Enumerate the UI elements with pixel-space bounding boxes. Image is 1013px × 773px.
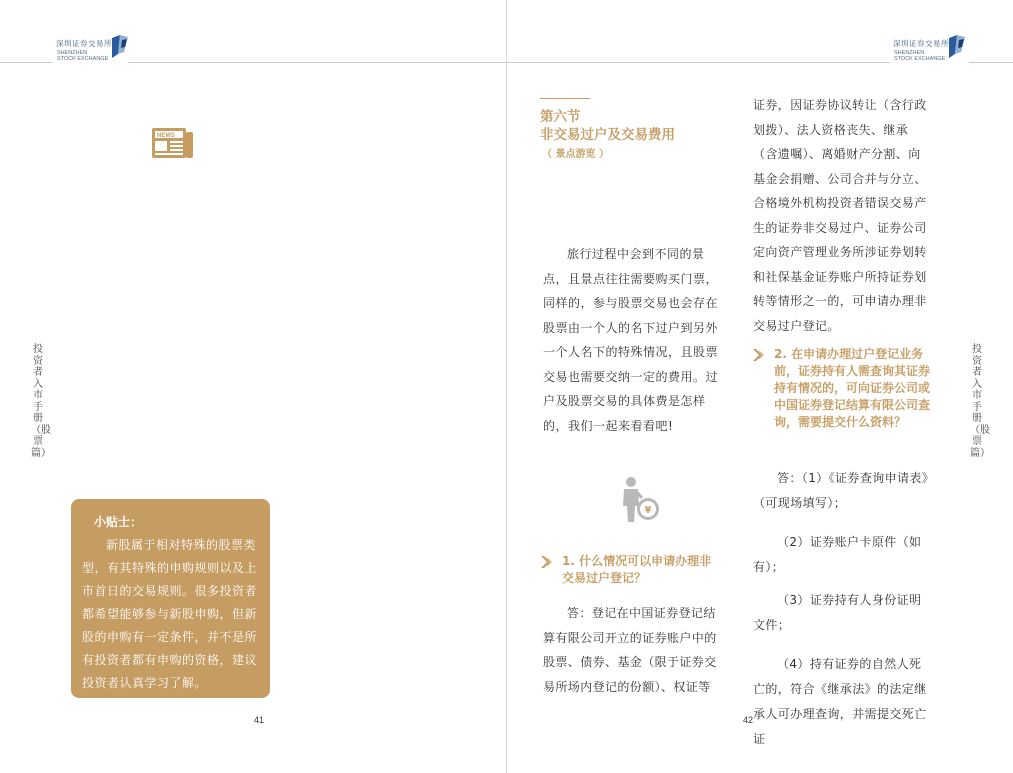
svg-text:¥: ¥ (644, 505, 652, 516)
chevron-right-icon (540, 555, 554, 569)
newspaper-icon (152, 126, 194, 160)
logo-en-text (894, 50, 945, 62)
logo-cn-text: 深圳证券交易所 (893, 39, 949, 48)
logo-emblem-icon (945, 34, 967, 60)
tip-title: 小贴士： (94, 515, 143, 529)
logo-en-line2: STOCK EXCHANGE (894, 56, 946, 62)
header-rule (507, 62, 890, 63)
page-number: 41 (254, 715, 265, 725)
left-page (0, 0, 506, 773)
answer-2 (753, 466, 933, 766)
question-1-text: 1. 什么情况可以申请办理非交易过户登记？ (562, 554, 712, 585)
section-subtitle: （ 景点游览 ） (542, 149, 609, 160)
answer-1-continued: 证券，因证券协议转让（含行政划拨）、法人资格丧失、继承（含遗嘱）、离婚财产分割、向基金会捐赠、公司合并与分立、合格境外机构投资者错误交易产生的证券非交易过户、证券公司定向资产管理业务所涉证券划转和社保基金证券账户所持证券划转等情形之一的，可申请办理非交易过户登记。 (753, 98, 927, 333)
answer-1 (543, 601, 719, 699)
chevron-right-icon (752, 348, 766, 362)
tip-box (71, 499, 270, 698)
logo-en-line2: STOCK EXCHANGE (57, 56, 109, 62)
answer-1-text: 答：登记在中国证券登记结算有限公司开立的证券账户中的股票、债券、基金（限于证券交易所场内登记的份额）、权证等 (543, 606, 717, 694)
logo-en-line1: SHENZHEN (894, 50, 925, 56)
section-heading: 非交易过户及交易费用 (540, 127, 675, 143)
question-2-text: 2. 在申请办理过户登记业务前，证券持有人需查询其证券持有情况的，可向证券公司或中国证券登记结算有限公司查询，需要提交什么资料？ (774, 347, 931, 429)
side-book-title: 投资者入市手册（股票篇） (31, 344, 51, 459)
answer-2-item: 答：（1）《证券查询申请表》（可现场填写）； (753, 471, 929, 510)
section-number: 第六节 (540, 109, 581, 125)
answer-2-item: （4）持有证券的自然人死亡的，符合《继承法》的法定继承人可办理查询，并需提交死亡证 (753, 657, 927, 746)
answer-2-item: （3）证券持有人身份证明文件； (753, 593, 922, 632)
question-1 (540, 553, 720, 587)
header-rule (0, 62, 52, 63)
header-rule (128, 62, 506, 63)
side-book-title: 投资者入市手册（股票篇） (970, 344, 990, 459)
logo-cn-text: 深圳证券交易所 (56, 39, 112, 48)
right-page (507, 0, 1013, 773)
logo-en-line1: SHENZHEN (57, 50, 88, 56)
section-title (540, 108, 675, 144)
intro-paragraph (543, 242, 719, 438)
header-rule (969, 62, 1013, 63)
person-coin-icon (619, 476, 661, 524)
page-number: 42 (743, 715, 754, 725)
szse-logo (56, 38, 136, 72)
logo-en-text (57, 50, 108, 62)
szse-logo (893, 38, 973, 72)
intro-text: 旅行过程中会到不同的景点，且景点往往需要购买门票，同样的，参与股票交易也会存在股票由一个人的名下过户到另外一个人名下的特殊情况，且股票交易也需要交纳一定的费用。过户及股票交易的具体费是怎样的，我们一起来看看吧! (543, 247, 719, 433)
question-2 (752, 346, 932, 431)
answer-2-item: （2）证券账户卡原件（如有）； (753, 535, 922, 574)
svg-text:NEWS: NEWS (157, 133, 175, 139)
section-rule (540, 98, 590, 99)
tip-text: 新股属于相对特殊的股票类型，有其特殊的申购规则以及上市首日的交易规则。很多投资者都希望能够参与新股申购，但新股的申购有一定条件，并不是所有投资者都有申购的资格，建议投资者认真学习了解。 (82, 538, 258, 690)
logo-emblem-icon (108, 34, 130, 60)
